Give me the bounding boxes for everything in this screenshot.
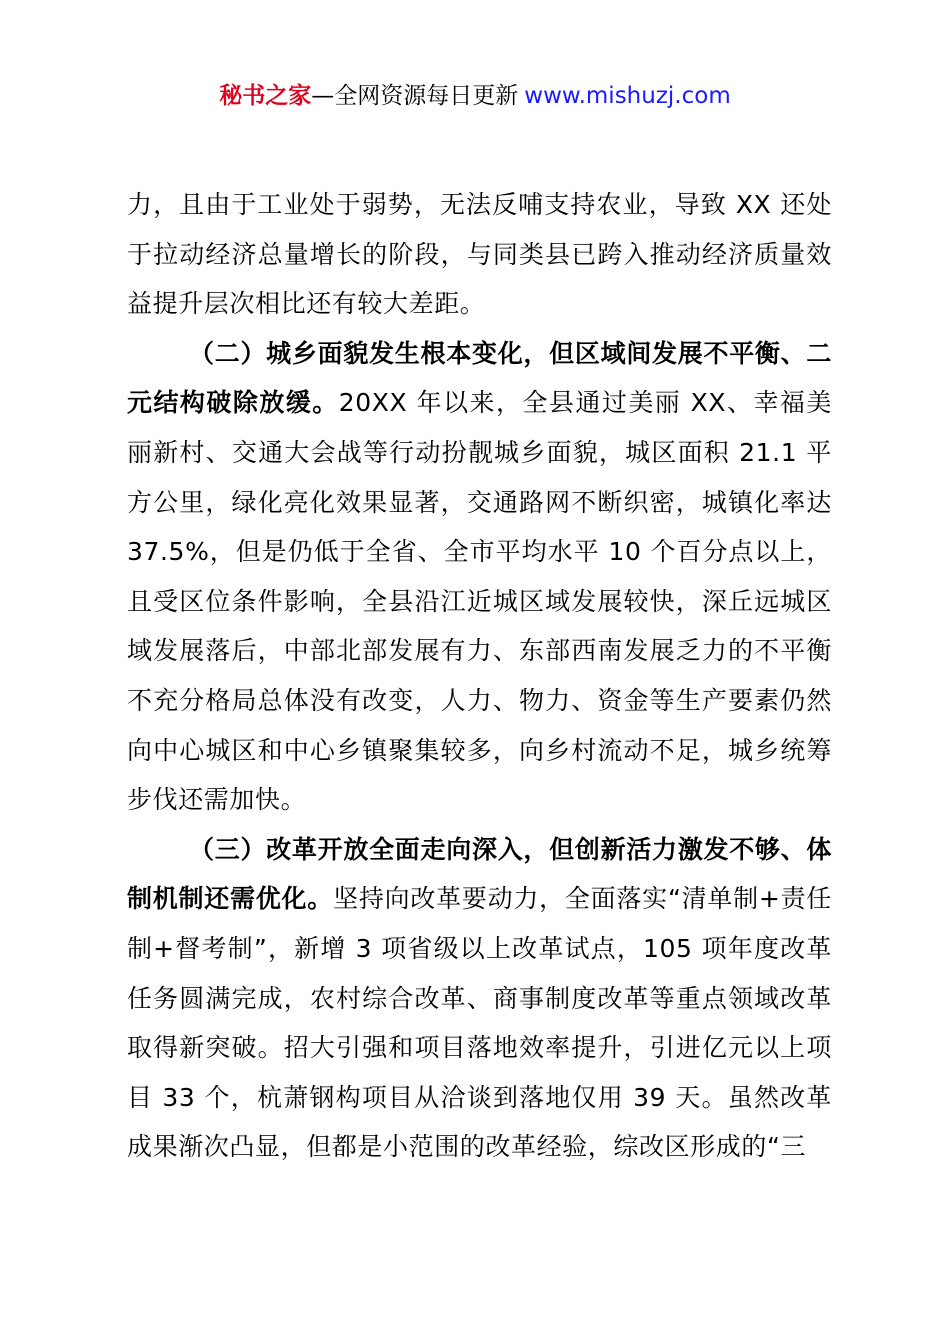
- site-url-link[interactable]: www.mishuzj.com: [524, 83, 731, 109]
- section-two-heading: （二）城乡面貌发生根本变化，但区域间发展不平衡、二元结构破除放缓。: [127, 338, 832, 418]
- section-three-body: 坚持向改革要动力，全面落实“清单制+责任制+督考制”，新增 3 项省级以上改革试点，105 项年度改革任务圆满完成，农村综合改革、商事制度改革等重点领域改革取得新突破。招大引强和项目落地效率提升，引进亿元以上项目 33 个，杭萧钢构项目从洽谈到落地仅用 39 天。虽然改革成果渐次凸显，但都是小范围的改革经验，综改区形成的“三: [127, 884, 832, 1162]
- paragraph-section-three: [127, 825, 832, 1172]
- brand-name: 秘书之家: [219, 83, 312, 109]
- page-header: [0, 80, 950, 112]
- section-three-heading: （三）改革开放全面走向深入，但创新活力激发不够、体制机制还需优化。: [127, 834, 832, 914]
- header-dash: —: [311, 83, 335, 109]
- paragraph-continued: 力，且由于工业处于弱势，无法反哺支持农业，导致 XX 还处于拉动经济总量增长的阶段，与同类县已跨入推动经济质量效益提升层次相比还有较大差距。: [127, 190, 832, 319]
- section-two-body: 20XX 年以来，全县通过美丽 XX、幸福美丽新村、交通大会战等行动扮靓城乡面貌，城区面积 21.1 平方公里，绿化亮化效果显著，交通路网不断织密，城镇化率达37.5%，但是仍低于全省、全市平均水平 10 个百分点以上，且受区位条件影响，全县沿江近城区域发展较快，深丘远城区域发展落后，中部北部发展有力、东部西南发展乏力的不平衡不充分格局总体没有改变，人力、物力、资金等生产要素仍然向中心城区和中心乡镇聚集较多，向乡村流动不足，城乡统筹步伐还需加快。: [127, 388, 832, 815]
- header-tagline: 全网资源每日更新: [334, 83, 519, 109]
- paragraph-section-two: [127, 329, 832, 825]
- document-body: [127, 180, 832, 1172]
